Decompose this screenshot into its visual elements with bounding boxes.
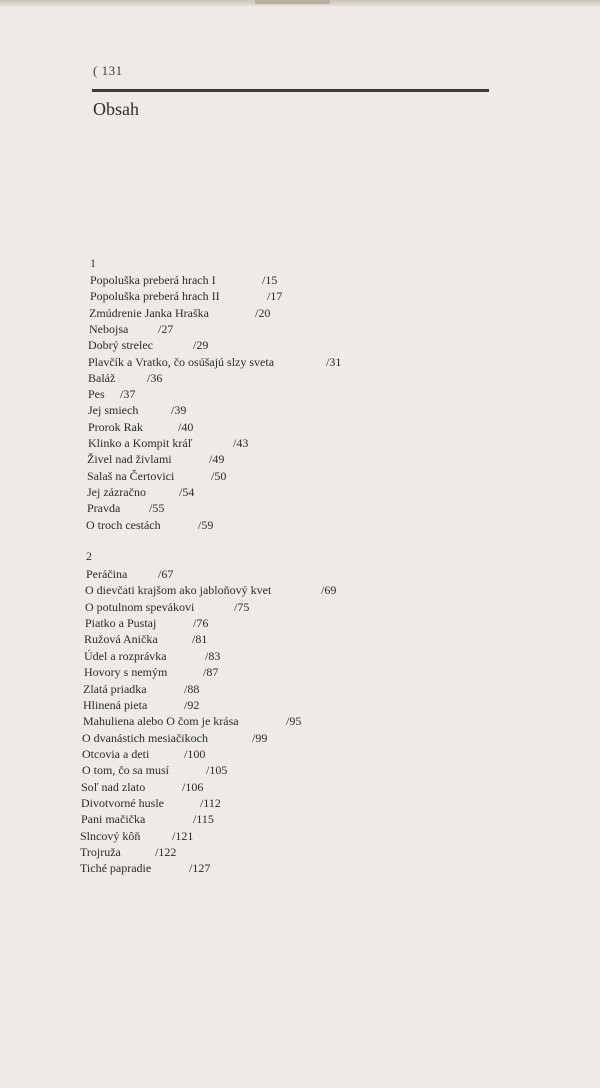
toc-entry	[85, 599, 385, 615]
toc-entry-title: Zmúdrenie Janka Hraška	[89, 305, 209, 320]
page-title: Obsah	[93, 99, 139, 119]
toc-entry	[90, 288, 390, 304]
toc-entry-title: Salaš na Čertovici	[87, 468, 175, 483]
toc-entry	[88, 386, 388, 402]
toc-entry-page: /15	[262, 273, 278, 287]
toc-entry-page: /20	[255, 305, 271, 320]
toc-entry-title: Slncový kôň	[80, 828, 141, 843]
toc-entry-page: /54	[179, 484, 195, 499]
toc-entry	[89, 321, 389, 337]
toc-entry-page: /67	[158, 567, 174, 581]
page-top-edge	[0, 0, 600, 6]
toc-entry	[85, 582, 385, 598]
page-number-marker: ( 131	[93, 63, 123, 78]
toc-entry	[82, 746, 382, 762]
toc-entry	[87, 484, 387, 500]
toc-entry-title: O dvanástich mesiačikoch	[82, 730, 208, 745]
toc-entry-page: /50	[211, 468, 227, 483]
toc-entry-title: Peráčina	[86, 567, 128, 581]
toc-entry	[83, 713, 383, 729]
toc-entry-title: Dobrý strelec	[88, 338, 153, 353]
toc-entry-title: Popoluška preberá hrach II	[90, 289, 220, 304]
toc-entry-title: Živel nad živlami	[87, 452, 172, 467]
toc-entry-title: Klinko a Kompit kráľ	[88, 436, 193, 450]
toc-entry	[80, 828, 380, 844]
toc-entry-page: /99	[252, 730, 268, 745]
section-number: 2	[86, 549, 92, 563]
toc-entry-title: Divotvorné husle	[81, 795, 164, 810]
toc-entry-title: Pes	[88, 387, 105, 402]
toc-entry-title: Trojruža	[80, 845, 121, 859]
toc-entry-page: /59	[198, 517, 214, 532]
toc-entry	[80, 844, 380, 860]
toc-entry	[84, 631, 384, 647]
toc-entry-page: /76	[193, 616, 209, 630]
toc-entry-page: /83	[205, 648, 221, 663]
toc-entry	[88, 435, 388, 451]
toc-entry	[88, 354, 388, 370]
header-rule	[92, 89, 489, 92]
toc-entry-page: /40	[178, 419, 194, 434]
toc-entry	[88, 402, 388, 418]
toc-entry-page: /122	[155, 845, 177, 859]
toc-entry-page: /39	[171, 403, 187, 418]
toc-entry-title: Piatko a Pustaj	[85, 616, 157, 630]
toc-entry-page: /100	[184, 746, 206, 761]
toc-entry	[83, 681, 383, 697]
toc-entry-page: /112	[200, 795, 221, 810]
toc-entry-page: /27	[158, 321, 174, 336]
toc-entry-title: Nebojsa	[89, 321, 129, 336]
toc-entry	[86, 566, 386, 582]
toc-entry-title: Plavčík a Vratko, čo osúšajú slzy sveta	[88, 354, 275, 369]
toc-entry-page: /29	[193, 338, 209, 353]
toc-entry	[88, 370, 388, 386]
toc-entry	[84, 664, 384, 680]
toc-entry-title: O potulnom spevákovi	[85, 599, 195, 614]
toc-entry-title: Ružová Anička	[84, 632, 158, 647]
toc-entry	[87, 451, 387, 467]
toc-entry-title: Údel a rozprávka	[84, 648, 167, 663]
toc-entry	[90, 272, 390, 288]
toc-entry	[81, 795, 381, 811]
binding-tab	[255, 0, 330, 4]
toc-entry	[86, 517, 386, 533]
toc-entry-page: /95	[286, 714, 302, 729]
toc-entry-page: /49	[209, 452, 225, 467]
toc-entry-title: Popoluška preberá hrach I	[90, 273, 216, 287]
toc-entry	[82, 730, 382, 746]
toc-entry	[84, 648, 384, 664]
section-number: 1	[90, 256, 96, 270]
toc-entry-title: Jej zázračno	[87, 484, 146, 499]
toc-entry-page: /106	[182, 779, 204, 794]
toc-entry-page: /87	[203, 665, 219, 680]
toc-entry-page: /69	[321, 583, 337, 598]
toc-entry	[81, 779, 381, 795]
toc-entry-page: /75	[234, 599, 250, 614]
toc-entry	[85, 615, 385, 631]
toc-entry-title: Tiché papradie	[80, 861, 152, 876]
toc-entry-title: Prorok Rak	[88, 419, 143, 434]
toc-entry	[83, 697, 383, 713]
toc-entry-page: /36	[147, 370, 163, 385]
toc-entry	[88, 337, 388, 353]
toc-entry	[82, 762, 382, 778]
toc-entry-title: Jej smiech	[88, 403, 139, 418]
toc-entry-page: /81	[192, 632, 208, 647]
toc-entry	[87, 468, 387, 484]
toc-entry-title: Baláž	[88, 370, 116, 385]
toc-entry-title: O dievčati krajšom ako jabloňový kvet	[85, 583, 272, 598]
toc-entry-title: Hovory s nemým	[84, 665, 168, 680]
toc-entry-title: Pani mačička	[81, 812, 146, 827]
toc-entry	[89, 305, 389, 321]
toc-entry-title: Hlinená pieta	[83, 697, 148, 712]
toc-entry-title: Pravda	[87, 501, 121, 516]
toc-entry-page: /121	[172, 828, 194, 843]
toc-entry-page: /31	[326, 354, 342, 369]
toc-entry	[88, 419, 388, 435]
toc-entry	[81, 811, 381, 827]
toc-entry-page: /105	[206, 763, 228, 778]
toc-entry-title: O tom, čo sa musí	[82, 763, 169, 778]
toc-entry-page: /115	[193, 812, 214, 827]
toc-entry-page: /17	[267, 289, 283, 304]
toc-entry	[80, 860, 380, 876]
toc-entry-title: Zlatá priadka	[83, 681, 147, 696]
toc-entry-page: /37	[120, 387, 136, 402]
toc-entry-page: /127	[189, 861, 211, 876]
toc-entry-page: /43	[233, 436, 249, 450]
toc-entry-title: Otcovia a deti	[82, 746, 150, 761]
toc-entry-page: /55	[149, 501, 165, 516]
toc-entry-title: Mahuliena alebo O čom je krása	[83, 714, 239, 729]
toc-entry-page: /92	[184, 697, 200, 712]
toc-entry-title: Soľ nad zlato	[81, 779, 146, 794]
toc-entry-page: /88	[184, 681, 200, 696]
toc-entry-title: O troch cestách	[86, 517, 161, 532]
toc-entry	[87, 500, 387, 516]
